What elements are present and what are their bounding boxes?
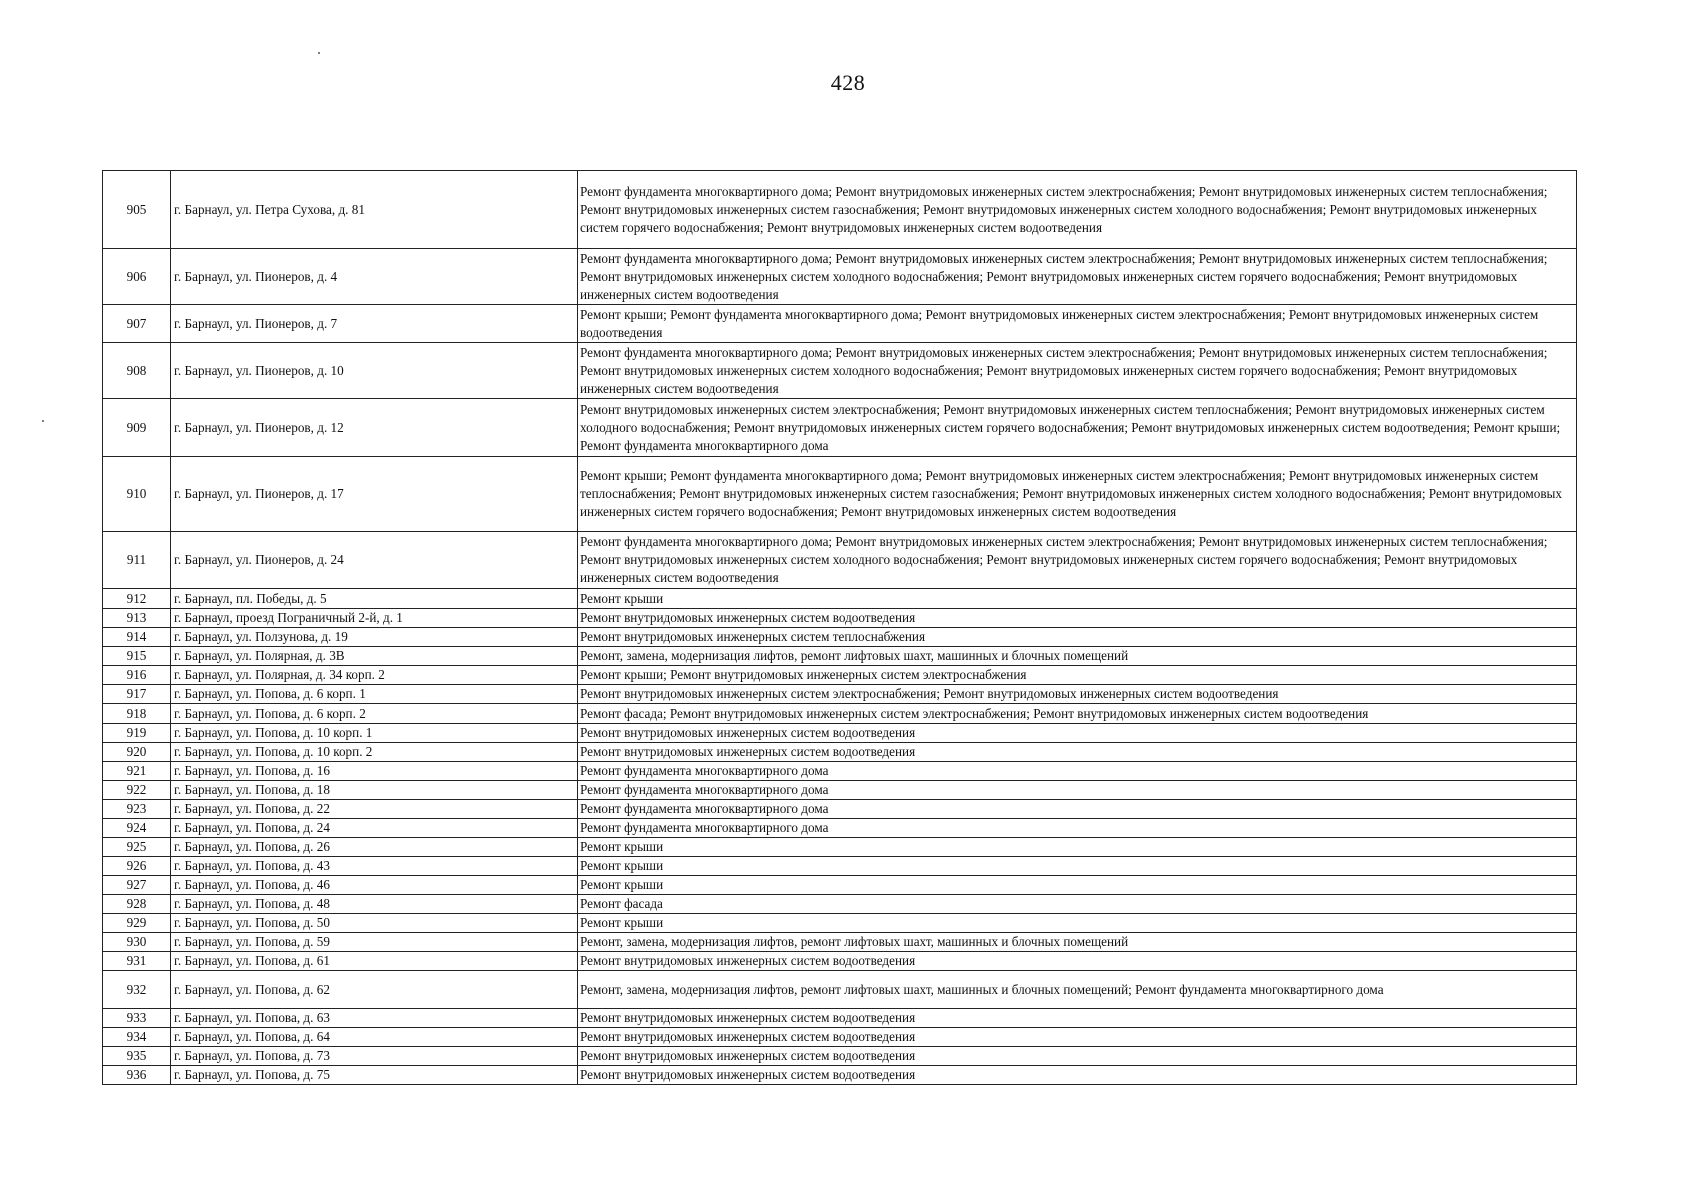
row-number: 930 — [103, 933, 171, 952]
row-works: Ремонт крыши; Ремонт внутридомовых инженерных систем электроснабжения — [578, 666, 1577, 685]
table-row — [103, 743, 1577, 762]
row-works: Ремонт крыши — [578, 838, 1577, 857]
table-row — [103, 762, 1577, 781]
row-address: г. Барнаул, ул. Попова, д. 75 — [171, 1066, 578, 1085]
row-number: 919 — [103, 724, 171, 743]
row-address: г. Барнаул, ул. Попова, д. 10 корп. 2 — [171, 743, 578, 762]
row-works: Ремонт фундамента многоквартирного дома; Ремонт внутридомовых инженерных систем электроснабжения; Ремонт внутридомовых инженерных систем теплоснабжения; Ремонт внутридомовых инженерных систем холодного водоснабжения; Ремонт внутридомовых инженерных систем горячего водоснабжения; Ремонт внутридомовых инженерных систем водоотведения — [578, 343, 1577, 399]
table-row — [103, 628, 1577, 647]
row-address: г. Барнаул, ул. Попова, д. 6 корп. 1 — [171, 685, 578, 704]
row-address: г. Барнаул, ул. Петра Сухова, д. 81 — [171, 171, 578, 249]
row-works: Ремонт фундамента многоквартирного дома; Ремонт внутридомовых инженерных систем электроснабжения; Ремонт внутридомовых инженерных систем теплоснабжения; Ремонт внутридомовых инженерных систем газоснабжения; Ремонт внутридомовых инженерных систем холодного водоснабжения; Ремонт внутридомовых инженерных систем горячего водоснабжения; Ремонт внутридомовых инженерных систем водоотведения — [578, 171, 1577, 249]
row-works: Ремонт внутридомовых инженерных систем теплоснабжения — [578, 628, 1577, 647]
table-row — [103, 781, 1577, 800]
row-address: г. Барнаул, ул. Попова, д. 48 — [171, 895, 578, 914]
table-row — [103, 685, 1577, 704]
table-row — [103, 666, 1577, 685]
row-number: 935 — [103, 1047, 171, 1066]
page-number: 428 — [830, 70, 866, 95]
table-row — [103, 971, 1577, 1009]
row-works: Ремонт внутридомовых инженерных систем водоотведения — [578, 609, 1577, 628]
row-works: Ремонт внутридомовых инженерных систем водоотведения — [578, 1009, 1577, 1028]
table-row — [103, 532, 1577, 589]
row-address: г. Барнаул, ул. Попова, д. 22 — [171, 800, 578, 819]
row-number: 905 — [103, 171, 171, 249]
row-works: Ремонт крыши; Ремонт фундамента многоквартирного дома; Ремонт внутридомовых инженерных систем электроснабжения; Ремонт внутридомовых инженерных систем теплоснабжения; Ремонт внутридомовых инженерных систем газоснабжения; Ремонт внутридомовых инженерных систем холодного водоснабжения; Ремонт внутридомовых инженерных систем горячего водоснабжения; Ремонт внутридомовых инженерных систем водоотведения — [578, 457, 1577, 532]
row-number: 906 — [103, 249, 171, 305]
table-row — [103, 343, 1577, 399]
row-address: г. Барнаул, ул. Попова, д. 46 — [171, 876, 578, 895]
row-number: 917 — [103, 685, 171, 704]
row-works: Ремонт фасада — [578, 895, 1577, 914]
table-row — [103, 914, 1577, 933]
row-number: 907 — [103, 305, 171, 343]
row-address: г. Барнаул, ул. Попова, д. 43 — [171, 857, 578, 876]
row-address: г. Барнаул, ул. Попова, д. 24 — [171, 819, 578, 838]
row-address: г. Барнаул, ул. Пионеров, д. 4 — [171, 249, 578, 305]
table-row — [103, 305, 1577, 343]
row-address: г. Барнаул, ул. Попова, д. 50 — [171, 914, 578, 933]
table-row — [103, 704, 1577, 724]
row-number: 916 — [103, 666, 171, 685]
row-address: г. Барнаул, ул. Пионеров, д. 12 — [171, 399, 578, 457]
table-row — [103, 647, 1577, 666]
row-works: Ремонт, замена, модернизация лифтов, ремонт лифтовых шахт, машинных и блочных помещений — [578, 933, 1577, 952]
row-address: г. Барнаул, ул. Ползунова, д. 19 — [171, 628, 578, 647]
table-row — [103, 800, 1577, 819]
table-row — [103, 171, 1577, 249]
row-number: 928 — [103, 895, 171, 914]
row-works: Ремонт фундамента многоквартирного дома; Ремонт внутридомовых инженерных систем электроснабжения; Ремонт внутридомовых инженерных систем теплоснабжения; Ремонт внутридомовых инженерных систем холодного водоснабжения; Ремонт внутридомовых инженерных систем горячего водоснабжения; Ремонт внутридомовых инженерных систем водоотведения — [578, 532, 1577, 589]
table-body — [103, 171, 1577, 1085]
row-address: г. Барнаул, ул. Попова, д. 73 — [171, 1047, 578, 1066]
row-number: 925 — [103, 838, 171, 857]
row-address: г. Барнаул, ул. Попова, д. 16 — [171, 762, 578, 781]
row-number: 926 — [103, 857, 171, 876]
row-address: г. Барнаул, ул. Пионеров, д. 7 — [171, 305, 578, 343]
row-number: 918 — [103, 704, 171, 724]
table-row — [103, 724, 1577, 743]
row-address: г. Барнаул, пл. Победы, д. 5 — [171, 589, 578, 609]
row-works: Ремонт внутридомовых инженерных систем водоотведения — [578, 1028, 1577, 1047]
row-number: 908 — [103, 343, 171, 399]
table-row — [103, 249, 1577, 305]
row-address: г. Барнаул, ул. Пионеров, д. 17 — [171, 457, 578, 532]
scan-speck — [318, 52, 320, 54]
row-number: 910 — [103, 457, 171, 532]
row-works: Ремонт внутридомовых инженерных систем электроснабжения; Ремонт внутридомовых инженерных систем водоотведения — [578, 685, 1577, 704]
row-works: Ремонт внутридомовых инженерных систем водоотведения — [578, 1066, 1577, 1085]
row-works: Ремонт внутридомовых инженерных систем электроснабжения; Ремонт внутридомовых инженерных систем теплоснабжения; Ремонт внутридомовых инженерных систем холодного водоснабжения; Ремонт внутридомовых инженерных систем горячего водоснабжения; Ремонт внутридомовых инженерных систем водоотведения; Ремонт крыши; Ремонт фундамента многоквартирного дома — [578, 399, 1577, 457]
table-row — [103, 1028, 1577, 1047]
row-works: Ремонт фундамента многоквартирного дома — [578, 819, 1577, 838]
table-row — [103, 1066, 1577, 1085]
row-works: Ремонт фундамента многоквартирного дома — [578, 762, 1577, 781]
table-row — [103, 895, 1577, 914]
row-number: 933 — [103, 1009, 171, 1028]
table-row — [103, 1009, 1577, 1028]
row-number: 931 — [103, 952, 171, 971]
row-works: Ремонт, замена, модернизация лифтов, ремонт лифтовых шахт, машинных и блочных помещений; Ремонт фундамента многоквартирного дома — [578, 971, 1577, 1009]
row-number: 927 — [103, 876, 171, 895]
row-works: Ремонт крыши — [578, 876, 1577, 895]
row-address: г. Барнаул, ул. Попова, д. 10 корп. 1 — [171, 724, 578, 743]
table-row — [103, 857, 1577, 876]
row-number: 914 — [103, 628, 171, 647]
row-number: 920 — [103, 743, 171, 762]
row-number: 921 — [103, 762, 171, 781]
row-address: г. Барнаул, ул. Попова, д. 59 — [171, 933, 578, 952]
table-row — [103, 933, 1577, 952]
row-address: г. Барнаул, ул. Полярная, д. 34 корп. 2 — [171, 666, 578, 685]
repair-schedule-table — [102, 170, 1577, 1085]
row-number: 909 — [103, 399, 171, 457]
row-number: 929 — [103, 914, 171, 933]
row-address: г. Барнаул, проезд Пограничный 2-й, д. 1 — [171, 609, 578, 628]
table-row — [103, 399, 1577, 457]
row-address: г. Барнаул, ул. Попова, д. 26 — [171, 838, 578, 857]
table-row — [103, 838, 1577, 857]
table-row — [103, 876, 1577, 895]
table-row — [103, 819, 1577, 838]
row-address: г. Барнаул, ул. Пионеров, д. 10 — [171, 343, 578, 399]
row-works: Ремонт внутридомовых инженерных систем водоотведения — [578, 724, 1577, 743]
row-number: 936 — [103, 1066, 171, 1085]
row-works: Ремонт крыши — [578, 857, 1577, 876]
table-row — [103, 589, 1577, 609]
row-address: г. Барнаул, ул. Полярная, д. 3В — [171, 647, 578, 666]
row-number: 932 — [103, 971, 171, 1009]
row-address: г. Барнаул, ул. Попова, д. 18 — [171, 781, 578, 800]
row-works: Ремонт фундамента многоквартирного дома — [578, 781, 1577, 800]
table-row — [103, 609, 1577, 628]
row-works: Ремонт внутридомовых инженерных систем водоотведения — [578, 1047, 1577, 1066]
row-number: 934 — [103, 1028, 171, 1047]
row-works: Ремонт фундамента многоквартирного дома — [578, 800, 1577, 819]
row-works: Ремонт крыши; Ремонт фундамента многоквартирного дома; Ремонт внутридомовых инженерных систем электроснабжения; Ремонт внутридомовых инженерных систем водоотведения — [578, 305, 1577, 343]
table-row — [103, 457, 1577, 532]
row-works: Ремонт внутридомовых инженерных систем водоотведения — [578, 952, 1577, 971]
row-number: 912 — [103, 589, 171, 609]
row-number: 924 — [103, 819, 171, 838]
row-number: 913 — [103, 609, 171, 628]
row-number: 922 — [103, 781, 171, 800]
row-address: г. Барнаул, ул. Попова, д. 63 — [171, 1009, 578, 1028]
row-address: г. Барнаул, ул. Попова, д. 61 — [171, 952, 578, 971]
row-works: Ремонт крыши — [578, 589, 1577, 609]
row-address: г. Барнаул, ул. Попова, д. 6 корп. 2 — [171, 704, 578, 724]
table-row — [103, 1047, 1577, 1066]
row-works: Ремонт фасада; Ремонт внутридомовых инженерных систем электроснабжения; Ремонт внутридомовых инженерных систем водоотведения — [578, 704, 1577, 724]
row-number: 911 — [103, 532, 171, 589]
row-address: г. Барнаул, ул. Пионеров, д. 24 — [171, 532, 578, 589]
row-works: Ремонт фундамента многоквартирного дома; Ремонт внутридомовых инженерных систем электроснабжения; Ремонт внутридомовых инженерных систем теплоснабжения; Ремонт внутридомовых инженерных систем холодного водоснабжения; Ремонт внутридомовых инженерных систем горячего водоснабжения; Ремонт внутридомовых инженерных систем водоотведения — [578, 249, 1577, 305]
row-address: г. Барнаул, ул. Попова, д. 62 — [171, 971, 578, 1009]
row-address: г. Барнаул, ул. Попова, д. 64 — [171, 1028, 578, 1047]
row-number: 915 — [103, 647, 171, 666]
row-works: Ремонт, замена, модернизация лифтов, ремонт лифтовых шахт, машинных и блочных помещений — [578, 647, 1577, 666]
row-works: Ремонт крыши — [578, 914, 1577, 933]
table-row — [103, 952, 1577, 971]
scan-speck — [42, 420, 44, 422]
row-number: 923 — [103, 800, 171, 819]
row-works: Ремонт внутридомовых инженерных систем водоотведения — [578, 743, 1577, 762]
